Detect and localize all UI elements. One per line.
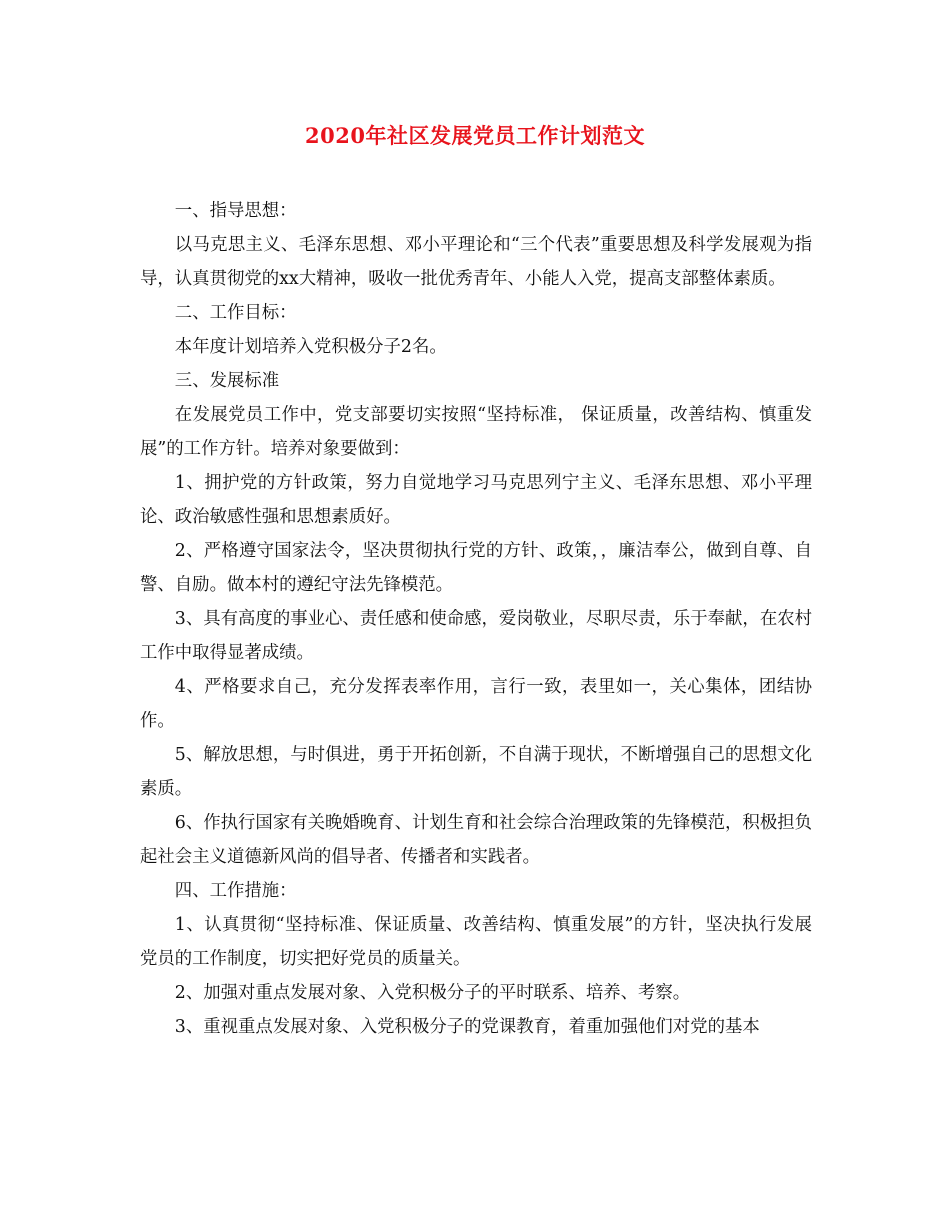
list-item: 1、认真贯彻“坚持标准、保证质量、改善结构、慎重发展”的方针，坚决执行发展党员的工作制度，切实把好党员的质量关。 — [140, 915, 812, 969]
paragraph: 本年度计划培养入党积极分子2名。 — [174, 337, 447, 357]
list-item: 1、拥护党的方针政策，努力自觉地学习马克思列宁主义、毛泽东思想、邓小平理论、政治敏感性强和思想素质好。 — [140, 473, 812, 527]
list-item: 2、加强对重点发展对象、入党积极分子的平时联系、培养、考察。 — [174, 983, 691, 1003]
paragraph-heading-4: 四、工作措施： — [174, 881, 297, 901]
paragraph-heading-3: 三、发展标准 — [174, 371, 280, 391]
list-item: 4、严格要求自己，充分发挥表率作用，言行一致，表里如一，关心集体，团结协作。 — [140, 677, 812, 731]
paragraph-heading-1: 一、指导思想： — [174, 201, 297, 221]
document-title: 2020年社区发展党员工作计划范文 — [305, 123, 645, 148]
list-item: 3、具有高度的事业心、责任感和使命感，爱岗敬业，尽职尽责，乐于奉献，在农村工作中取得显著成绩。 — [140, 609, 812, 663]
list-item: 2、严格遵守国家法令，坚决贯彻执行党的方针、政策，，廉洁奉公，做到自尊、自警、自励。做本村的遵纪守法先锋模范。 — [140, 541, 812, 595]
paragraph: 以马克思主义、毛泽东思想、邓小平理论和“三个代表”重要思想及科学发展观为指导，认真贯彻党的xx大精神，吸收一批优秀青年、小能人入党，提高支部整体素质。 — [140, 235, 812, 289]
paragraph-heading-2: 二、工作目标： — [174, 303, 297, 323]
document-body — [140, 194, 812, 1044]
list-item: 6、作执行国家有关晚婚晚育、计划生育和社会综合治理政策的先锋模范，积极担负起社会主义道德新风尚的倡导者、传播者和实践者。 — [140, 813, 812, 867]
list-item: 5、解放思想，与时俱进，勇于开拓创新，不自满于现状，不断增强自己的思想文化素质。 — [140, 745, 812, 799]
list-item: 3、重视重点发展对象、入党积极分子的党课教育，着重加强他们对党的基本 — [174, 1017, 760, 1037]
paragraph: 在发展党员工作中，党支部要切实按照“坚持标准， 保证质量，改善结构、慎重发展”的工作方针。培养对象要做到： — [140, 405, 812, 459]
